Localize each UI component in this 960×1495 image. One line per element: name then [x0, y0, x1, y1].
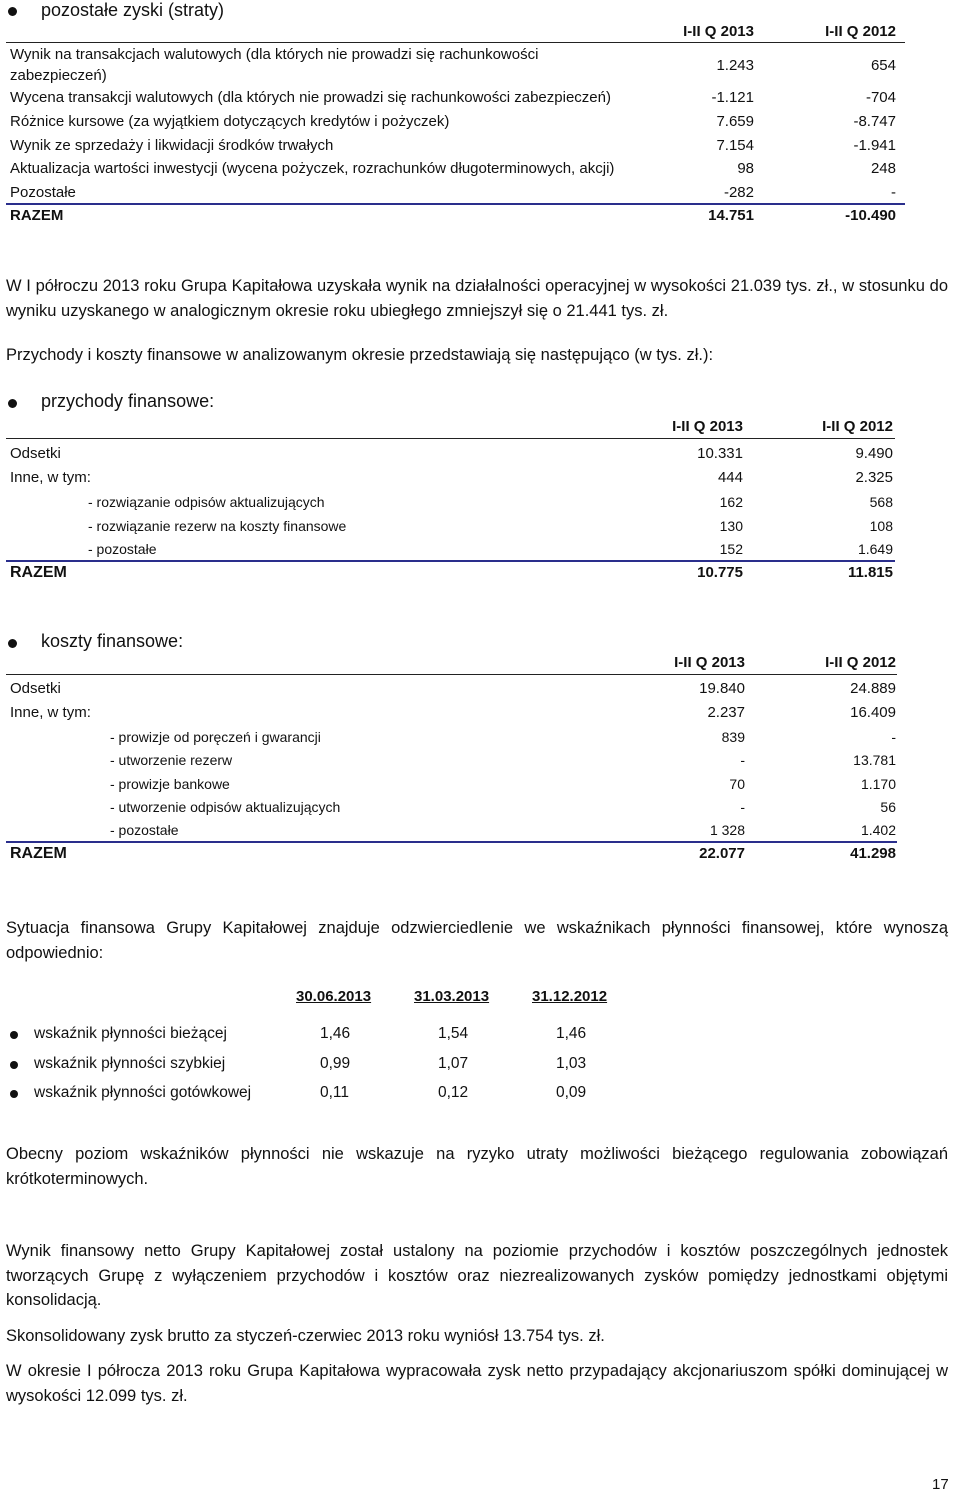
- row-value: -8.747: [853, 113, 896, 130]
- row-value: -282: [723, 184, 754, 201]
- subrow-label: - pozostałe: [88, 541, 157, 557]
- paragraph: Wynik finansowy netto Grupy Kapitałowej został ustalony na poziomie przychodów i kosztów poszczególnych jednostek tworzących Grupę z wyłączeniem przychodów i kosztów oraz niezrealizowanych zysków pomiędzy jednostkami objętymi konsolidacją.: [6, 1242, 948, 1309]
- row-value: -1.121: [711, 89, 754, 106]
- header-rule: [6, 42, 905, 43]
- row-value: 98: [737, 160, 754, 177]
- ratio-header: 31.03.2013: [414, 988, 490, 1005]
- ratio-value: 0,12: [438, 1084, 469, 1101]
- row-label: Aktualizacja wartości inwestycji (wycena pożyczek, rozrachunków długoterminowych, akcji): [10, 160, 615, 177]
- row-value: 2.237: [707, 704, 745, 721]
- row-label: Pozostałe: [10, 184, 76, 201]
- subrow-label: - prowizje bankowe: [110, 776, 230, 792]
- bullet-icon: [8, 639, 17, 648]
- row-value: 654: [870, 57, 896, 74]
- row-label: Inne, w tym:: [10, 469, 91, 486]
- subrow-value: 839: [721, 729, 745, 745]
- total-value: 11.815: [847, 564, 893, 581]
- row-label: Odsetki: [10, 445, 61, 462]
- column-header: I-II Q 2012: [825, 23, 896, 40]
- section-title: koszty finansowe:: [41, 631, 184, 651]
- subrow-label: - rozwiązanie rezerw na koszty finansowe: [88, 518, 347, 534]
- row-value: -: [891, 184, 896, 201]
- bullet-icon: [10, 1090, 18, 1098]
- total-label: RAZEM: [10, 564, 67, 581]
- row-label: Wycena transakcji walutowych (dla których nie prowadzi się rachunkowości zabezpieczeń): [10, 89, 611, 106]
- section-title: pozostałe zyski (straty): [41, 0, 225, 20]
- row-value: 24.889: [850, 680, 896, 697]
- ratio-label: wskaźnik płynności bieżącej: [34, 1025, 227, 1042]
- subrow-value: 130: [719, 518, 743, 534]
- subrow-value: 1.402: [860, 822, 896, 838]
- ratio-value: 0,99: [320, 1055, 351, 1072]
- total-label: RAZEM: [10, 845, 67, 862]
- row-value: 16.409: [850, 704, 896, 721]
- header-rule: [6, 438, 895, 439]
- total-value: 41.298: [850, 845, 896, 862]
- subrow-value: -: [891, 729, 896, 745]
- row-value: 10.331: [697, 445, 743, 462]
- ratio-value: 1,46: [320, 1025, 351, 1042]
- paragraph: Skonsolidowany zysk brutto za styczeń-czerwiec 2013 roku wyniósł 13.754 tys. zł.: [6, 1327, 605, 1345]
- row-value: 444: [717, 469, 743, 486]
- column-header: I-II Q 2012: [825, 654, 896, 671]
- bullet-icon: [10, 1031, 18, 1039]
- subrow-label: - pozostałe: [110, 822, 179, 838]
- ratio-label: wskaźnik płynności szybkiej: [34, 1055, 226, 1072]
- subrow-value: 13.781: [853, 752, 896, 768]
- subrow-value: -: [740, 752, 745, 768]
- subrow-value: 56: [880, 799, 896, 815]
- paragraph: W okresie I półrocza 2013 roku Grupa Kapitałowa wypracowała zysk netto przypadający akcjonariuszom spółki dominującej w wysokości 12.099 tys. zł.: [6, 1362, 948, 1405]
- paragraph: W I półroczu 2013 roku Grupa Kapitałowa uzyskała wynik na działalności operacyjnej w wysokości 21.039 tys. zł., w stosunku do wyniku uzyskanego w analogicznym okresie roku ubiegłego zmniejszył się o 21.441 tys. zł.: [6, 277, 948, 320]
- row-value: -704: [865, 89, 896, 106]
- ratio-value: 1,46: [556, 1025, 587, 1042]
- row-value: 1.243: [716, 57, 754, 74]
- ratio-header: 30.06.2013: [296, 988, 372, 1005]
- page-number: 17: [932, 1476, 949, 1493]
- subrow-value: 1.649: [857, 541, 893, 557]
- row-value: 9.490: [855, 445, 893, 462]
- ratio-header: 31.12.2012: [532, 988, 608, 1005]
- subrow-label: - utworzenie rezerw: [110, 752, 233, 768]
- row-value: -1.941: [853, 137, 896, 154]
- header-rule: [6, 674, 897, 675]
- row-label: zabezpieczeń): [10, 67, 107, 84]
- subrow-value: 1 328: [709, 822, 745, 838]
- row-label: Wynik ze sprzedaży i likwidacji środków trwałych: [10, 137, 334, 154]
- row-label: Odsetki: [10, 680, 61, 697]
- subrow-label: - rozwiązanie odpisów aktualizujących: [88, 494, 325, 510]
- subrow-value: 568: [869, 494, 893, 510]
- bullet-icon: [8, 7, 17, 16]
- column-header: I-II Q 2013: [674, 654, 745, 671]
- total-value: -10.490: [845, 207, 896, 224]
- row-label: Wynik na transakcjach walutowych (dla których nie prowadzi się rachunkowości: [10, 46, 539, 63]
- total-rule: [6, 841, 897, 843]
- column-header: I-II Q 2013: [672, 418, 743, 435]
- ratio-label: wskaźnik płynności gotówkowej: [34, 1084, 252, 1101]
- column-header: I-II Q 2013: [683, 23, 754, 40]
- subrow-value: 70: [729, 776, 745, 792]
- section-title: przychody finansowe:: [41, 391, 215, 411]
- subrow-label: - prowizje od poręczeń i gwarancji: [110, 729, 321, 745]
- subrow-label: - utworzenie odpisów aktualizujących: [110, 799, 341, 815]
- ratio-value: 0,09: [556, 1084, 587, 1101]
- subrow-value: 108: [869, 518, 893, 534]
- row-value: 2.325: [855, 469, 893, 486]
- column-header: I-II Q 2012: [822, 418, 893, 435]
- row-value: 7.659: [716, 113, 754, 130]
- row-value: 248: [870, 160, 896, 177]
- bullet-icon: [8, 399, 17, 408]
- ratio-value: 1,07: [438, 1055, 469, 1072]
- total-rule: [6, 203, 905, 205]
- subrow-value: 152: [719, 541, 743, 557]
- total-value: 22.077: [699, 845, 745, 862]
- subrow-value: 162: [719, 494, 743, 510]
- paragraph: Sytuacja finansowa Grupy Kapitałowej znajduje odzwierciedlenie we wskaźnikach płynności finansowej, które wynoszą odpowiednio:: [6, 919, 948, 962]
- row-label: Inne, w tym:: [10, 704, 91, 721]
- row-value: 19.840: [699, 680, 745, 697]
- paragraph: Przychody i koszty finansowe w analizowanym okresie przedstawiają się następująco (w tys. zł.):: [6, 346, 714, 364]
- ratio-value: 1,54: [438, 1025, 469, 1042]
- subrow-value: -: [740, 799, 745, 815]
- total-label: RAZEM: [10, 207, 64, 224]
- ratio-value: 0,11: [320, 1084, 350, 1101]
- total-rule: [6, 560, 895, 562]
- total-value: 10.775: [697, 564, 743, 581]
- paragraph: Obecny poziom wskaźników płynności nie wskazuje na ryzyko utraty możliwości bieżącego regulowania zobowiązań krótkoterminowych.: [6, 1145, 948, 1188]
- subrow-value: 1.170: [860, 776, 896, 792]
- row-label: Różnice kursowe (za wyjątkiem dotyczących kredytów i pożyczek): [10, 113, 450, 130]
- bullet-icon: [10, 1061, 18, 1069]
- row-value: 7.154: [716, 137, 754, 154]
- ratio-value: 1,03: [556, 1055, 587, 1072]
- total-value: 14.751: [708, 207, 754, 224]
